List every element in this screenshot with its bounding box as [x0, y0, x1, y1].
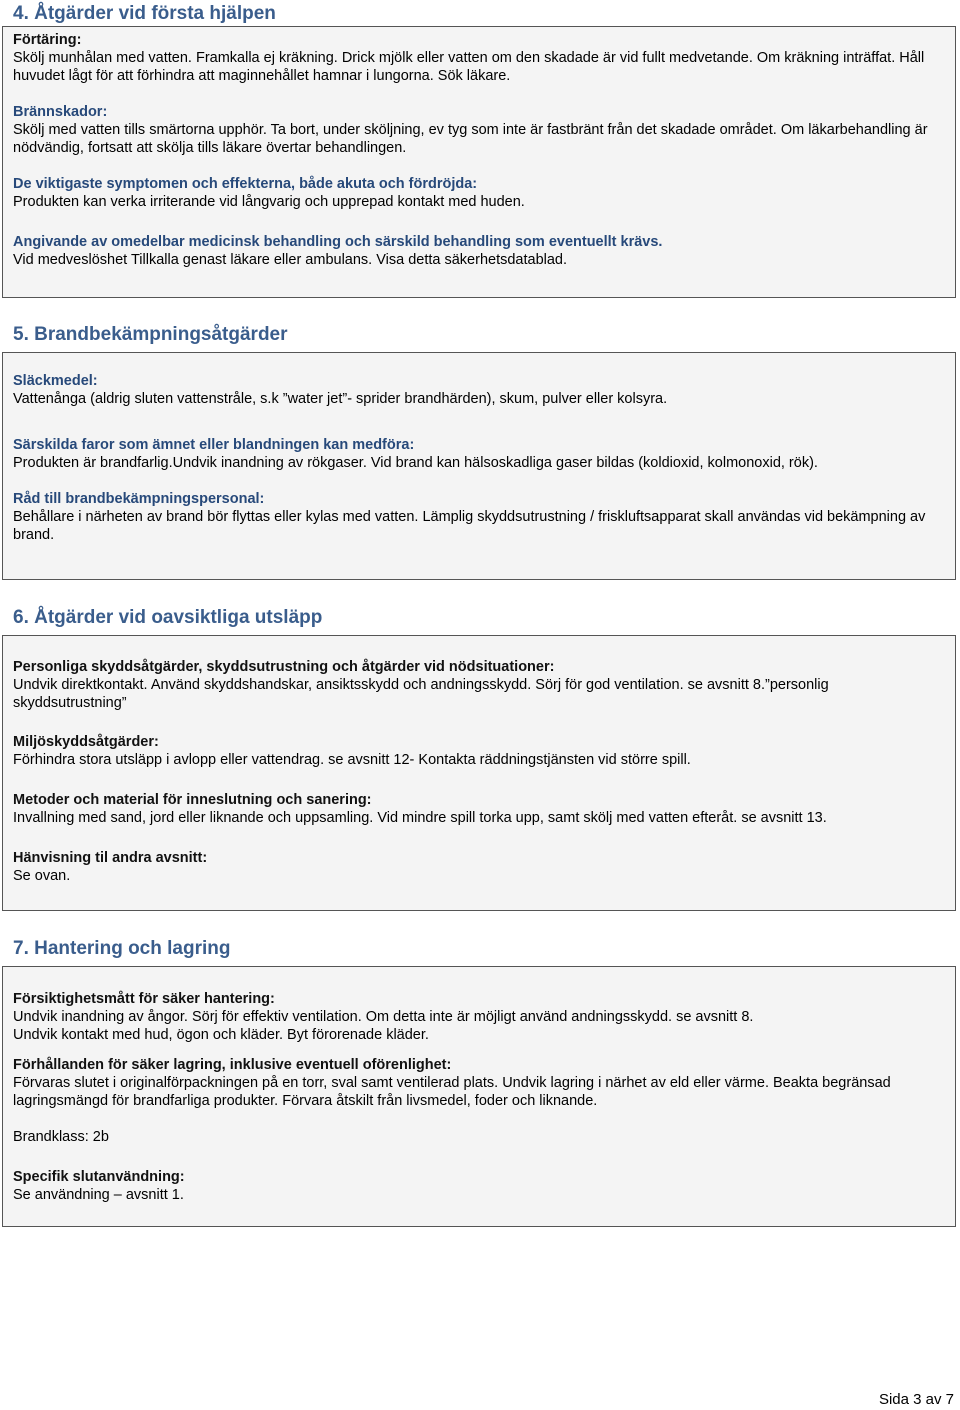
- item-label: Angivande av omedelbar medicinsk behandling och särskild behandling som eventuellt krävs.: [13, 234, 663, 250]
- item-text: Invallning med sand, jord eller liknande och uppsamling. Vid mindre spill torka upp, samt skölj med vatten efteråt. se avsnitt 13.: [13, 810, 827, 826]
- item-text: Produkten kan verka irriterande vid långvarig och upprepad kontakt med huden.: [13, 194, 525, 210]
- section-6-box: [2, 635, 956, 911]
- specific-end-use: [13, 1168, 945, 1204]
- fire-extinguishing-media: [13, 372, 945, 408]
- item-text: Förvaras slutet i originalförpackningen på en torr, sval samt ventilerad plats. Undvik lagring i närhet av eld eller värme. Beakta begränsad lagringsmängd för brandfarliga produkter. Förvara åtskilt från livsmedel, foder och liknande.: [13, 1075, 891, 1109]
- item-text: Förhindra stora utsläpp i avlopp eller vattendrag. se avsnitt 12- Kontakta räddningstjänsten vid större spill.: [13, 752, 691, 768]
- section-6-title: 6. Åtgärder vid oavsiktliga utsläpp: [13, 607, 323, 628]
- item-text: Produkten är brandfarlig.Undvik inandning av rökgaser. Vid brand kan hälsoskadliga gaser bildas (koldioxid, kolmonoxid, rök).: [13, 455, 818, 471]
- item-label: Förtäring:: [13, 32, 82, 48]
- item-label: Miljöskyddsåtgärder:: [13, 734, 159, 750]
- item-label: Brännskador:: [13, 104, 108, 120]
- item-label: Råd till brandbekämpningspersonal:: [13, 491, 265, 507]
- section-4-title: 4. Åtgärder vid första hjälpen: [13, 3, 276, 24]
- section-4-box: [2, 26, 956, 298]
- item-text: Skölj munhålan med vatten. Framkalla ej kräkning. Drick mjölk eller vatten om den skadade är vid fullt medvetande. Om kräkning inträffat. Håll huvudet lågt för att förhindra att maginnehållet hamnar i lungorna. Sök läkare.: [13, 50, 925, 84]
- first-aid-ingestion: [13, 31, 945, 85]
- fire-firefighter-advice: [13, 490, 945, 544]
- first-aid-medical-treatment: [13, 233, 945, 269]
- section-5-title: 5. Brandbekämpningsåtgärder: [13, 324, 288, 345]
- item-label: Förhållanden för säker lagring, inklusive eventuell oförenlighet:: [13, 1057, 452, 1073]
- item-text: Behållare i närheten av brand bör flyttas eller kylas med vatten. Lämplig skyddsutrustning / friskluftsapparat skall användas vid bekämpning av brand.: [13, 509, 926, 543]
- item-label: Hänvisning til andra avsnitt:: [13, 850, 208, 866]
- release-personal-precautions: [13, 658, 945, 712]
- section-7-title: 7. Hantering och lagring: [13, 938, 231, 959]
- item-text: Undvik direktkontakt. Använd skyddshandskar, ansiktsskydd och andningsskydd. Sörj för god ventilation. se avsnitt 8.”personlig skyddsutrustning”: [13, 677, 829, 711]
- release-reference-sections: [13, 849, 945, 885]
- item-label: Personliga skyddsåtgärder, skyddsutrustning och åtgärder vid nödsituationer:: [13, 659, 555, 675]
- item-text: Undvik inandning av ångor. Sörj för effektiv ventilation. Om detta inte är möjligt använd andningsskydd. se avsnitt 8.: [13, 1009, 754, 1025]
- first-aid-symptoms: [13, 175, 945, 211]
- item-label: Släckmedel:: [13, 373, 98, 389]
- item-text: Undvik kontakt med hud, ögon och kläder. Byt förorenade kläder.: [13, 1027, 429, 1043]
- first-aid-burns: [13, 103, 945, 157]
- storage-conditions: [13, 1056, 945, 1110]
- fire-class: [13, 1128, 945, 1146]
- handling-precautions: [13, 990, 945, 1044]
- section-5-box: [2, 352, 956, 580]
- item-text: Se ovan.: [13, 868, 71, 884]
- item-label: Metoder och material för inneslutning och sanering:: [13, 792, 372, 808]
- item-label: Försiktighetsmått för säker hantering:: [13, 991, 275, 1007]
- item-label: De viktigaste symptomen och effekterna, både akuta och fördröjda:: [13, 176, 478, 192]
- release-environmental-precautions: [13, 733, 945, 769]
- fire-special-hazards: [13, 436, 945, 472]
- item-text: Se användning – avsnitt 1.: [13, 1187, 184, 1203]
- item-label: Specifik slutanvändning:: [13, 1169, 185, 1185]
- page-number: Sida 3 av 7: [878, 1391, 954, 1408]
- item-text: Vid medveslöshet Tillkalla genast läkare eller ambulans. Visa detta säkerhetsdatablad.: [13, 252, 568, 268]
- item-text: Vattenånga (aldrig sluten vattenstråle, s.k ”water jet”- sprider brandhärden), skum, pulver eller kolsyra.: [13, 391, 668, 407]
- section-7-box: [2, 966, 956, 1227]
- item-text: Skölj med vatten tills smärtorna upphör. Ta bort, under sköljning, ev tyg som inte är fastbränt från det skadade området. Om läkarbehandling är nödvändig, fortsatt att skölja tills läkare övertar behandlingen.: [13, 122, 928, 156]
- item-text: Brandklass: 2b: [13, 1129, 109, 1145]
- release-containment-methods: [13, 791, 945, 827]
- item-label: Särskilda faror som ämnet eller blandningen kan medföra:: [13, 437, 415, 453]
